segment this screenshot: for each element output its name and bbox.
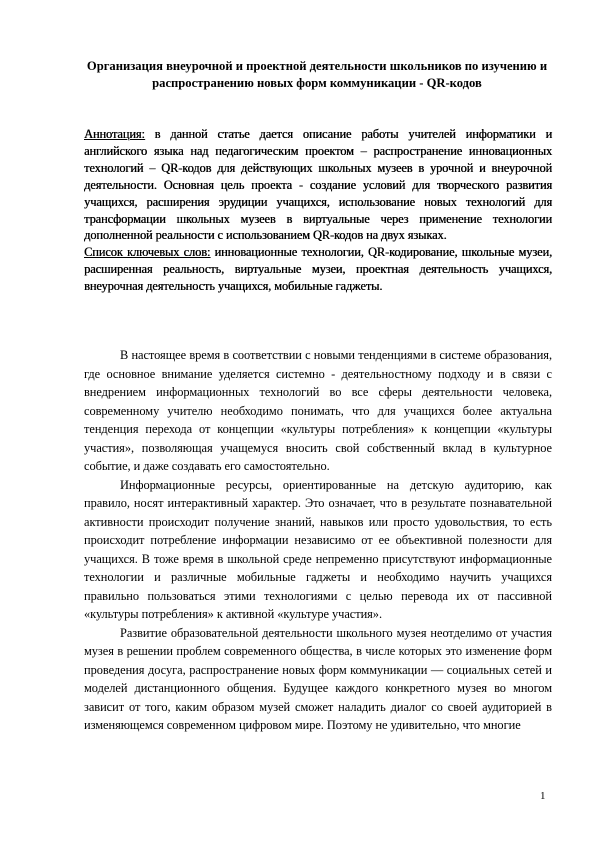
keywords-text: инновационные технологии, QR-кодирование, школьные музеи, расширенная реальность, виртуальные музеи, проектная деятельность учащихся, внеурочная деятельность учащихся, мобильные гаджеты. <box>84 245 552 294</box>
body-paragraph-3: Развитие образовательной деятельности школьного музея неотделимо от участия музея в решении проблем современного общества, в числе которых это изменение форм проведения досуга, распространение новых форм коммуникации — социальных сетей и моделей дистанционного общения. Будущее каждого конкретного музея во многом зависит от того, каким образом музей сможет наладить диалог со своей аудиторией в изменяющемся современном цифровом мире. Поэтому не удивительно, что многие <box>84 625 552 732</box>
document-title: Организация внеурочной и проектной деятельности школьников по изучению и распространению новых форм коммуникации - QR-кодов <box>86 59 548 90</box>
page-number: 1 <box>540 790 546 802</box>
article-body <box>84 346 552 735</box>
abstract-text: в данной статье дается описание работы учителей информатики и английского языка над педагогическим проектом – распространение инновационных технологий – QR-кодов для действующих школьных музеев в урочной и внеурочной деятельности. Основная цель проекта - создание условий для творческого развития учащихся, расширения эрудиции учащихся, использование новых технологий для трансформации школьных музеев в виртуальные через применение технологии дополненной реальности с использованием QR-кодов на двух языках. <box>84 127 552 243</box>
body-paragraph-1: В настоящее время в соответствии с новыми тенденциями в системе образования, где основное внимание уделяется системно - деятельностному подходу и в связи с внедрением информационных технологий во все сферы деятельности человека, современному учителю необходимо понимать, что для учащихся более актуальна тенденция перехода от концепции «культуры потребления» к концепции «культуры участия», позволяющая учащемуся вносить свой собственный вклад в культурное событие, и даже создавать его самостоятельно. <box>84 348 552 473</box>
body-paragraph-2: Информационные ресурсы, ориентированные на детскую аудиторию, как правило, носят интерактивный характер. Это означает, что в результате познавательной активности происходит получение знаний, навыков или просто удовольствия, то есть происходит потребление информации независимо от ее объективной полезности для учащихся. В тоже время в школьной среде непременно присутствуют информационные технологии и различные мобильные гаджеты и необходимо научить учащихся правильно пользоваться этими технологиями с целью перевода их от пассивной «культуры потребления» к активной «культуре участия». <box>84 477 552 621</box>
keywords-label: Список ключевых слов: <box>84 245 211 260</box>
keywords-paragraph <box>84 244 552 295</box>
abstract-paragraph <box>84 126 552 244</box>
abstract-block <box>84 126 552 295</box>
abstract-label: Аннотация: <box>84 127 145 141</box>
